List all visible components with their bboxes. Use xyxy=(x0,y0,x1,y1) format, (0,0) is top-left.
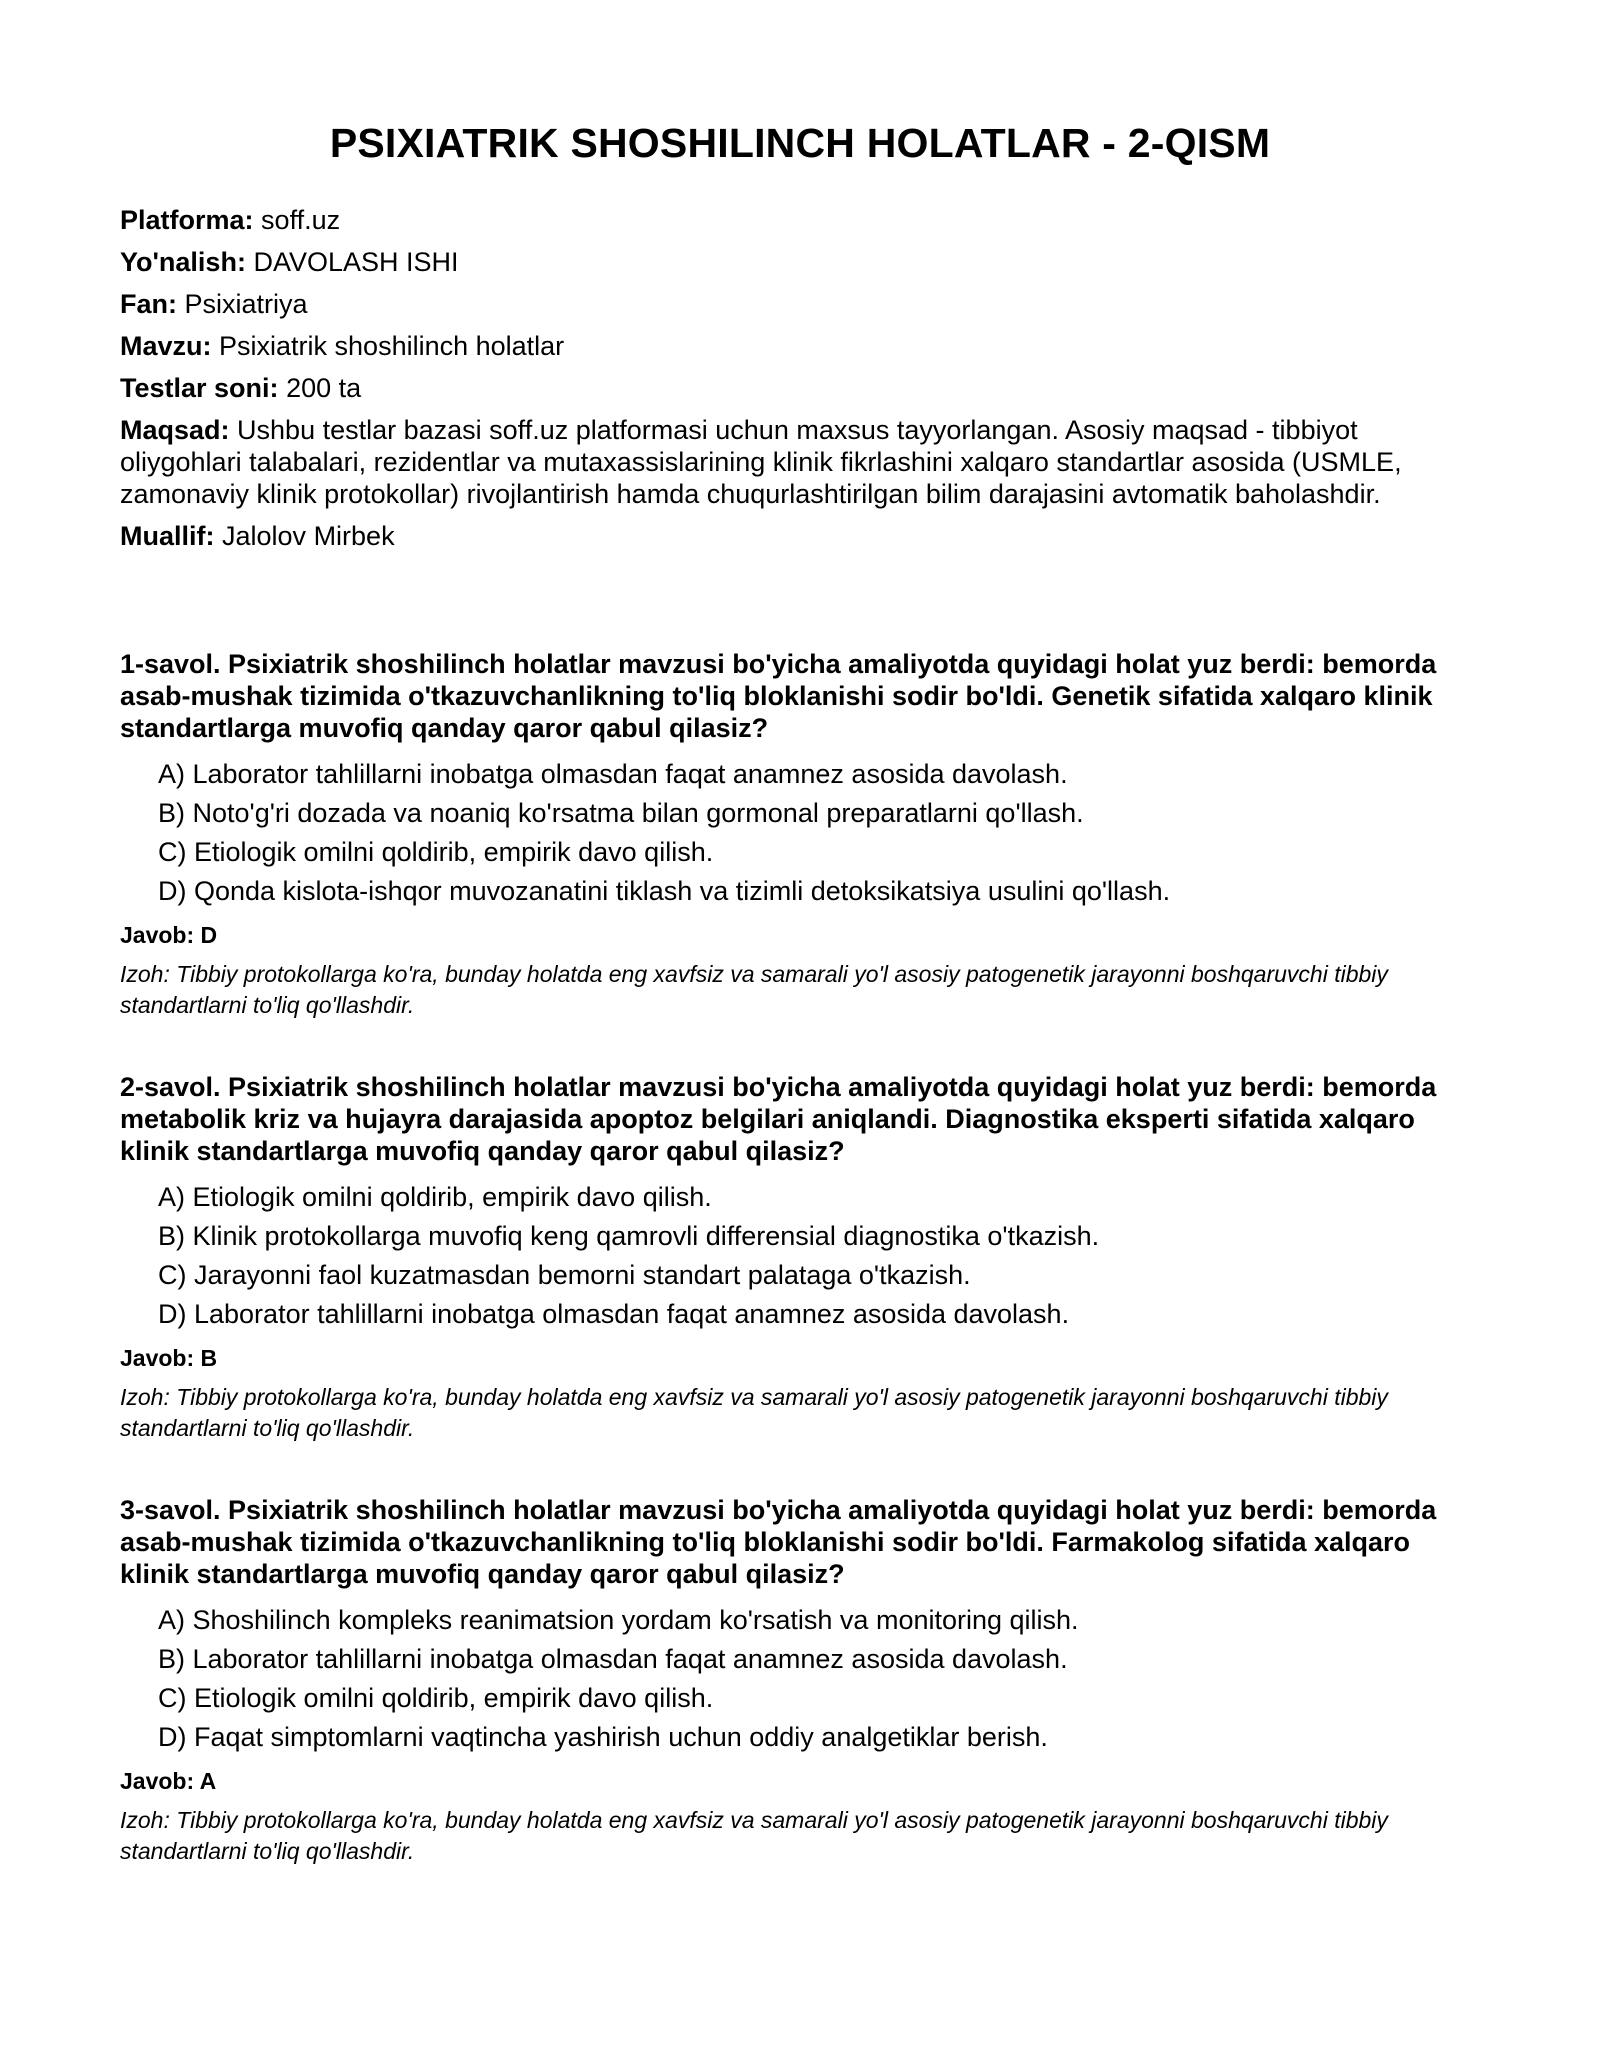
answer-options xyxy=(120,1181,1480,1330)
meta-key: Mavzu: xyxy=(120,331,212,361)
option-c: C) Etiologik omilni qoldirib, empirik davo qilish. xyxy=(158,1683,714,1713)
answer-explanation: Izoh: Tibbiy protokollarga ko'ra, bunday holatda eng xavfsiz va samarali yo'l asosiy patogenetik jarayonni boshqaruvchi tibbiy standartlarni to'liq qo'llashdir. xyxy=(120,1384,1388,1441)
question-text: 2-savol. Psixiatrik shoshilinch holatlar mavzusi bo'yicha amaliyotda quyidagi holat yuz berdi: bemorda metabolik kriz va hujayra darajasida apoptoz belgilari aniqlandi. Diagnostika eksperti sifatida xalqaro klinik standartlarga muvofiq qanday qaror qabul qilasiz? xyxy=(120,1072,1437,1166)
option-a: A) Etiologik omilni qoldirib, empirik davo qilish. xyxy=(158,1182,712,1212)
question-text: 3-savol. Psixiatrik shoshilinch holatlar mavzusi bo'yicha amaliyotda quyidagi holat yuz berdi: bemorda asab-mushak tizimida o'tkazuvchanlikning to'liq bloklanishi sodir bo'ldi. Farmakolog sifatida xalqaro klinik standartlarga muvofiq qanday qaror qabul qilasiz? xyxy=(120,1495,1437,1589)
option-b: B) Noto'g'ri dozada va noaniq ko'rsatma bilan gormonal preparatlarni qo'llash. xyxy=(158,798,1084,828)
meta-row-test-count xyxy=(120,372,1480,404)
document-title: PSIXIATRIK SHOSHILINCH HOLATLAR - 2-QISM xyxy=(329,120,1271,166)
meta-row-purpose xyxy=(120,414,1480,510)
correct-answer: Javob: B xyxy=(120,1345,218,1371)
option-b: B) Klinik protokollarga muvofiq keng qamrovli differensial diagnostika o'tkazish. xyxy=(158,1221,1100,1251)
meta-row-author xyxy=(120,520,1480,552)
option-d: D) Qonda kislota-ishqor muvozanatini tiklash va tizimli detoksikatsiya usulini qo'llash. xyxy=(158,876,1171,906)
option-b: B) Laborator tahlillarni inobatga olmasdan faqat anamnez asosida davolash. xyxy=(158,1644,1068,1674)
correct-answer: Javob: D xyxy=(120,922,218,948)
answer-explanation: Izoh: Tibbiy protokollarga ko'ra, bunday holatda eng xavfsiz va samarali yo'l asosiy patogenetik jarayonni boshqaruvchi tibbiy standartlarni to'liq qo'llashdir. xyxy=(120,1807,1388,1864)
option-d: D) Laborator tahlillarni inobatga olmasdan faqat anamnez asosida davolash. xyxy=(158,1299,1070,1329)
answer-options xyxy=(120,758,1480,907)
document-page xyxy=(120,118,1480,1917)
meta-value: soff.uz xyxy=(261,205,341,235)
meta-key: Testlar soni: xyxy=(120,373,279,403)
option-c: C) Jarayonni faol kuzatmasdan bemorni standart palataga o'tkazish. xyxy=(158,1260,971,1290)
meta-key: Yo'nalish: xyxy=(120,247,246,277)
question-2 xyxy=(120,1071,1480,1444)
answer-options xyxy=(120,1604,1480,1753)
meta-value: Psixiatrik shoshilinch holatlar xyxy=(219,331,565,361)
meta-value: DAVOLASH ISHI xyxy=(253,247,459,277)
meta-value: Psixiatriya xyxy=(184,289,308,319)
meta-value: Jalolov Mirbek xyxy=(222,521,395,551)
meta-row-direction xyxy=(120,246,1480,278)
meta-row-platform xyxy=(120,204,1480,236)
question-1 xyxy=(120,648,1480,1021)
question-3 xyxy=(120,1494,1480,1867)
question-text: 1-savol. Psixiatrik shoshilinch holatlar mavzusi bo'yicha amaliyotda quyidagi holat yuz berdi: bemorda asab-mushak tizimida o'tkazuvchanlikning to'liq bloklanishi sodir bo'ldi. Genetik sifatida xalqaro klinik standartlarga muvofiq qanday qaror qabul qilasiz? xyxy=(120,649,1437,743)
meta-value: Ushbu testlar bazasi soff.uz platformasi uchun maxsus tayyorlangan. Asosiy maqsad - tibbiyot oliygohlari talabalari, rezidentlar va mutaxassislarining klinik fikrlashini xalqaro standartlar asosida (USMLE, zamonaviy klinik protokollar) rivojlantirish hamda chuqurlashtirilgan bilim darajasini avtomatik baholashdir. xyxy=(120,415,1402,509)
option-a: A) Shoshilinch kompleks reanimatsion yordam ko'rsatish va monitoring qilish. xyxy=(158,1605,1079,1635)
meta-key: Platforma: xyxy=(120,205,254,235)
meta-key: Maqsad: xyxy=(120,415,230,445)
meta-row-topic xyxy=(120,330,1480,362)
meta-value: 200 ta xyxy=(286,373,362,403)
answer-explanation: Izoh: Tibbiy protokollarga ko'ra, bunday holatda eng xavfsiz va samarali yo'l asosiy patogenetik jarayonni boshqaruvchi tibbiy standartlarni to'liq qo'llashdir. xyxy=(120,961,1388,1018)
meta-key: Fan: xyxy=(120,289,177,319)
option-a: A) Laborator tahlillarni inobatga olmasdan faqat anamnez asosida davolash. xyxy=(158,759,1068,789)
meta-row-subject xyxy=(120,288,1480,320)
option-d: D) Faqat simptomlarni vaqtincha yashirish uchun oddiy analgetiklar berish. xyxy=(158,1722,1048,1752)
meta-key: Muallif: xyxy=(120,521,215,551)
correct-answer: Javob: A xyxy=(120,1768,217,1794)
metadata-block xyxy=(120,204,1480,552)
option-c: C) Etiologik omilni qoldirib, empirik davo qilish. xyxy=(158,837,714,867)
